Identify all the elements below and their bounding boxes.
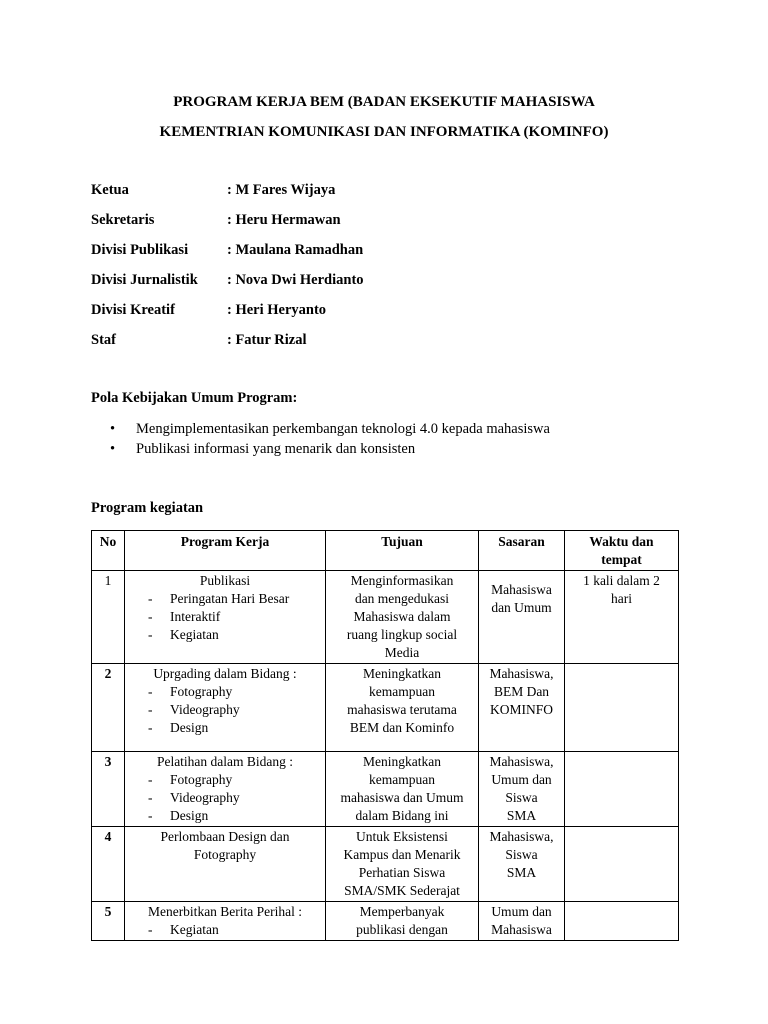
program-items (128, 590, 322, 644)
org-role: Ketua (91, 182, 129, 198)
program-item-text: Fotography (170, 772, 233, 787)
org-row-divisi-kreatif (91, 302, 364, 332)
tujuan-line: dalam Bidang ini (355, 808, 449, 823)
tujuan-line: Mahasiswa dalam (353, 609, 451, 624)
org-row-ketua (91, 182, 364, 212)
row-no: 3 (92, 752, 125, 827)
document-title-line-2: KEMENTRIAN KOMUNIKASI DAN INFORMATIKA (KOMINFO) (159, 124, 609, 140)
tujuan-line: kemampuan (369, 684, 435, 699)
org-role: Sekretaris (91, 212, 155, 228)
sasaran-line: BEM Dan (493, 684, 550, 699)
row-waktu (565, 752, 679, 827)
row-waktu (565, 902, 679, 941)
header-waktu (565, 531, 679, 571)
tujuan-line: Untuk Eksistensi (356, 829, 448, 844)
row-waktu (565, 571, 679, 664)
row-no: 2 (92, 664, 125, 752)
row-tujuan (326, 571, 479, 664)
document-title-line-1: PROGRAM KERJA BEM (BADAN EKSEKUTIF MAHASISWA (173, 94, 595, 110)
list-item (148, 701, 322, 719)
sasaran-line: Mahasiswa, (489, 754, 554, 769)
list-item (148, 590, 322, 608)
program-item-text: Videography (170, 790, 240, 805)
program-item-text: Fotography (170, 684, 233, 699)
tujuan-line: dan mengedukasi (354, 591, 450, 606)
row-program (125, 827, 326, 902)
list-item (110, 421, 550, 441)
dash-icon: - (148, 702, 153, 717)
tujuan-line: Perhatian Siswa (358, 865, 446, 880)
org-name: : Nova Dwi Herdianto (227, 272, 364, 288)
tujuan-line: Meningkatkan (363, 754, 441, 769)
program-table (91, 530, 679, 941)
row-tujuan (326, 902, 479, 941)
tujuan-line: mahasiswa terutama (347, 702, 457, 717)
list-item (148, 921, 322, 939)
list-item (148, 608, 322, 626)
sasaran-line: KOMINFO (489, 702, 553, 717)
row-waktu (565, 664, 679, 752)
policy-heading: Pola Kebijakan Umum Program: (91, 390, 298, 406)
dash-icon: - (148, 808, 153, 823)
row-no: 1 (92, 571, 125, 664)
list-item (148, 626, 322, 644)
sasaran-line: Siswa (505, 790, 538, 805)
row-tujuan (326, 752, 479, 827)
list-item (148, 807, 322, 825)
tujuan-line: SMA/SMK Sederajat (344, 883, 460, 898)
org-name: : M Fares Wijaya (227, 182, 336, 198)
table-header-row (92, 531, 679, 571)
dash-icon: - (148, 790, 153, 805)
row-program (125, 902, 326, 941)
program-item-text: Design (170, 808, 209, 823)
table-row (92, 664, 679, 752)
program-item-text: Kegiatan (170, 922, 219, 937)
tujuan-line: Menginformasikan (350, 573, 454, 588)
sasaran-line: Mahasiswa, (489, 829, 554, 844)
bullet-icon: • (110, 421, 116, 437)
sasaran-line: Mahasiswa (491, 582, 552, 597)
org-role: Divisi Publikasi (91, 242, 189, 258)
tujuan-line: Kampus dan Menarik (343, 847, 461, 862)
waktu-line: 1 kali dalam 2 (583, 573, 660, 588)
list-item (148, 683, 322, 701)
program-heading: Program kegiatan (91, 500, 204, 516)
dash-icon: - (148, 609, 153, 624)
list-item (110, 441, 550, 461)
org-row-staf (91, 332, 364, 362)
dash-icon: - (148, 720, 153, 735)
sasaran-line: Umum dan (491, 904, 552, 919)
org-name: : Heri Heryanto (227, 302, 327, 318)
org-row-divisi-jurnalistik (91, 272, 364, 302)
tujuan-line: BEM dan Kominfo (349, 720, 455, 735)
org-name: : Maulana Ramadhan (227, 242, 364, 258)
tujuan-line: mahasiswa dan Umum (340, 790, 464, 805)
tujuan-line: publikasi dengan (356, 922, 448, 937)
waktu-line: hari (611, 591, 632, 606)
row-sasaran (479, 827, 565, 902)
list-item (148, 719, 322, 737)
program-title: Menerbitkan Berita Perihal : (147, 904, 303, 919)
table-row (92, 902, 679, 941)
sasaran-line: Siswa (505, 847, 538, 862)
table-row (92, 571, 679, 664)
dash-icon: - (148, 772, 153, 787)
program-title: Pelatihan dalam Bidang : (156, 754, 294, 769)
row-tujuan (326, 827, 479, 902)
organization-list (91, 182, 364, 362)
dash-icon: - (148, 627, 153, 642)
tujuan-line: ruang lingkup social (346, 627, 458, 642)
sasaran-line: SMA (506, 808, 537, 823)
dash-icon: - (148, 922, 153, 937)
row-sasaran (479, 664, 565, 752)
sasaran-line: Mahasiswa, (489, 666, 554, 681)
row-program (125, 571, 326, 664)
program-items (128, 921, 322, 939)
program-title: Fotography (193, 847, 257, 862)
program-item-text: Peringatan Hari Besar (170, 591, 290, 606)
program-item-text: Interaktif (170, 609, 221, 624)
row-program (125, 664, 326, 752)
row-program (125, 752, 326, 827)
list-item (148, 771, 322, 789)
tujuan-line: kemampuan (369, 772, 435, 787)
table-row (92, 752, 679, 827)
program-title: Uprgading dalam Bidang : (153, 666, 297, 681)
bullet-icon: • (110, 441, 116, 457)
header-sasaran: Sasaran (479, 531, 565, 571)
header-no: No (92, 531, 125, 571)
table-row (92, 827, 679, 902)
org-role: Staf (91, 332, 116, 348)
row-no: 5 (92, 902, 125, 941)
row-tujuan (326, 664, 479, 752)
sasaran-line: SMA (506, 865, 537, 880)
header-program: Program Kerja (125, 531, 326, 571)
program-item-text: Videography (170, 702, 240, 717)
program-items (128, 683, 322, 737)
sasaran-line: Mahasiswa (491, 922, 552, 937)
org-row-sekretaris (91, 212, 364, 242)
org-role: Divisi Kreatif (91, 302, 175, 318)
org-role: Divisi Jurnalistik (91, 272, 198, 288)
program-title: Publikasi (199, 573, 251, 588)
row-waktu (565, 827, 679, 902)
header-tujuan: Tujuan (326, 531, 479, 571)
dash-icon: - (148, 591, 153, 606)
program-item-text: Kegiatan (170, 627, 219, 642)
dash-icon: - (148, 684, 153, 699)
program-items (128, 771, 322, 825)
sasaran-line: dan Umum (491, 600, 552, 615)
policy-item-text: Mengimplementasikan perkembangan teknologi 4.0 kepada mahasiswa (136, 421, 550, 437)
org-name: : Heru Hermawan (227, 212, 341, 228)
tujuan-line: Media (384, 645, 420, 660)
header-waktu-line: Waktu dan (589, 534, 654, 549)
program-item-text: Design (170, 720, 209, 735)
list-item (148, 789, 322, 807)
row-sasaran (479, 902, 565, 941)
tujuan-line: Meningkatkan (363, 666, 441, 681)
row-sasaran (479, 571, 565, 664)
policy-item-text: Publikasi informasi yang menarik dan konsisten (136, 441, 416, 457)
policy-list (110, 421, 550, 461)
row-sasaran (479, 752, 565, 827)
header-waktu-line: tempat (601, 552, 642, 567)
org-row-divisi-publikasi (91, 242, 364, 272)
row-no: 4 (92, 827, 125, 902)
program-title: Perlombaan Design dan (160, 829, 290, 844)
org-name: : Fatur Rizal (227, 332, 307, 348)
sasaran-line: Umum dan (491, 772, 552, 787)
tujuan-line: Memperbanyak (359, 904, 445, 919)
